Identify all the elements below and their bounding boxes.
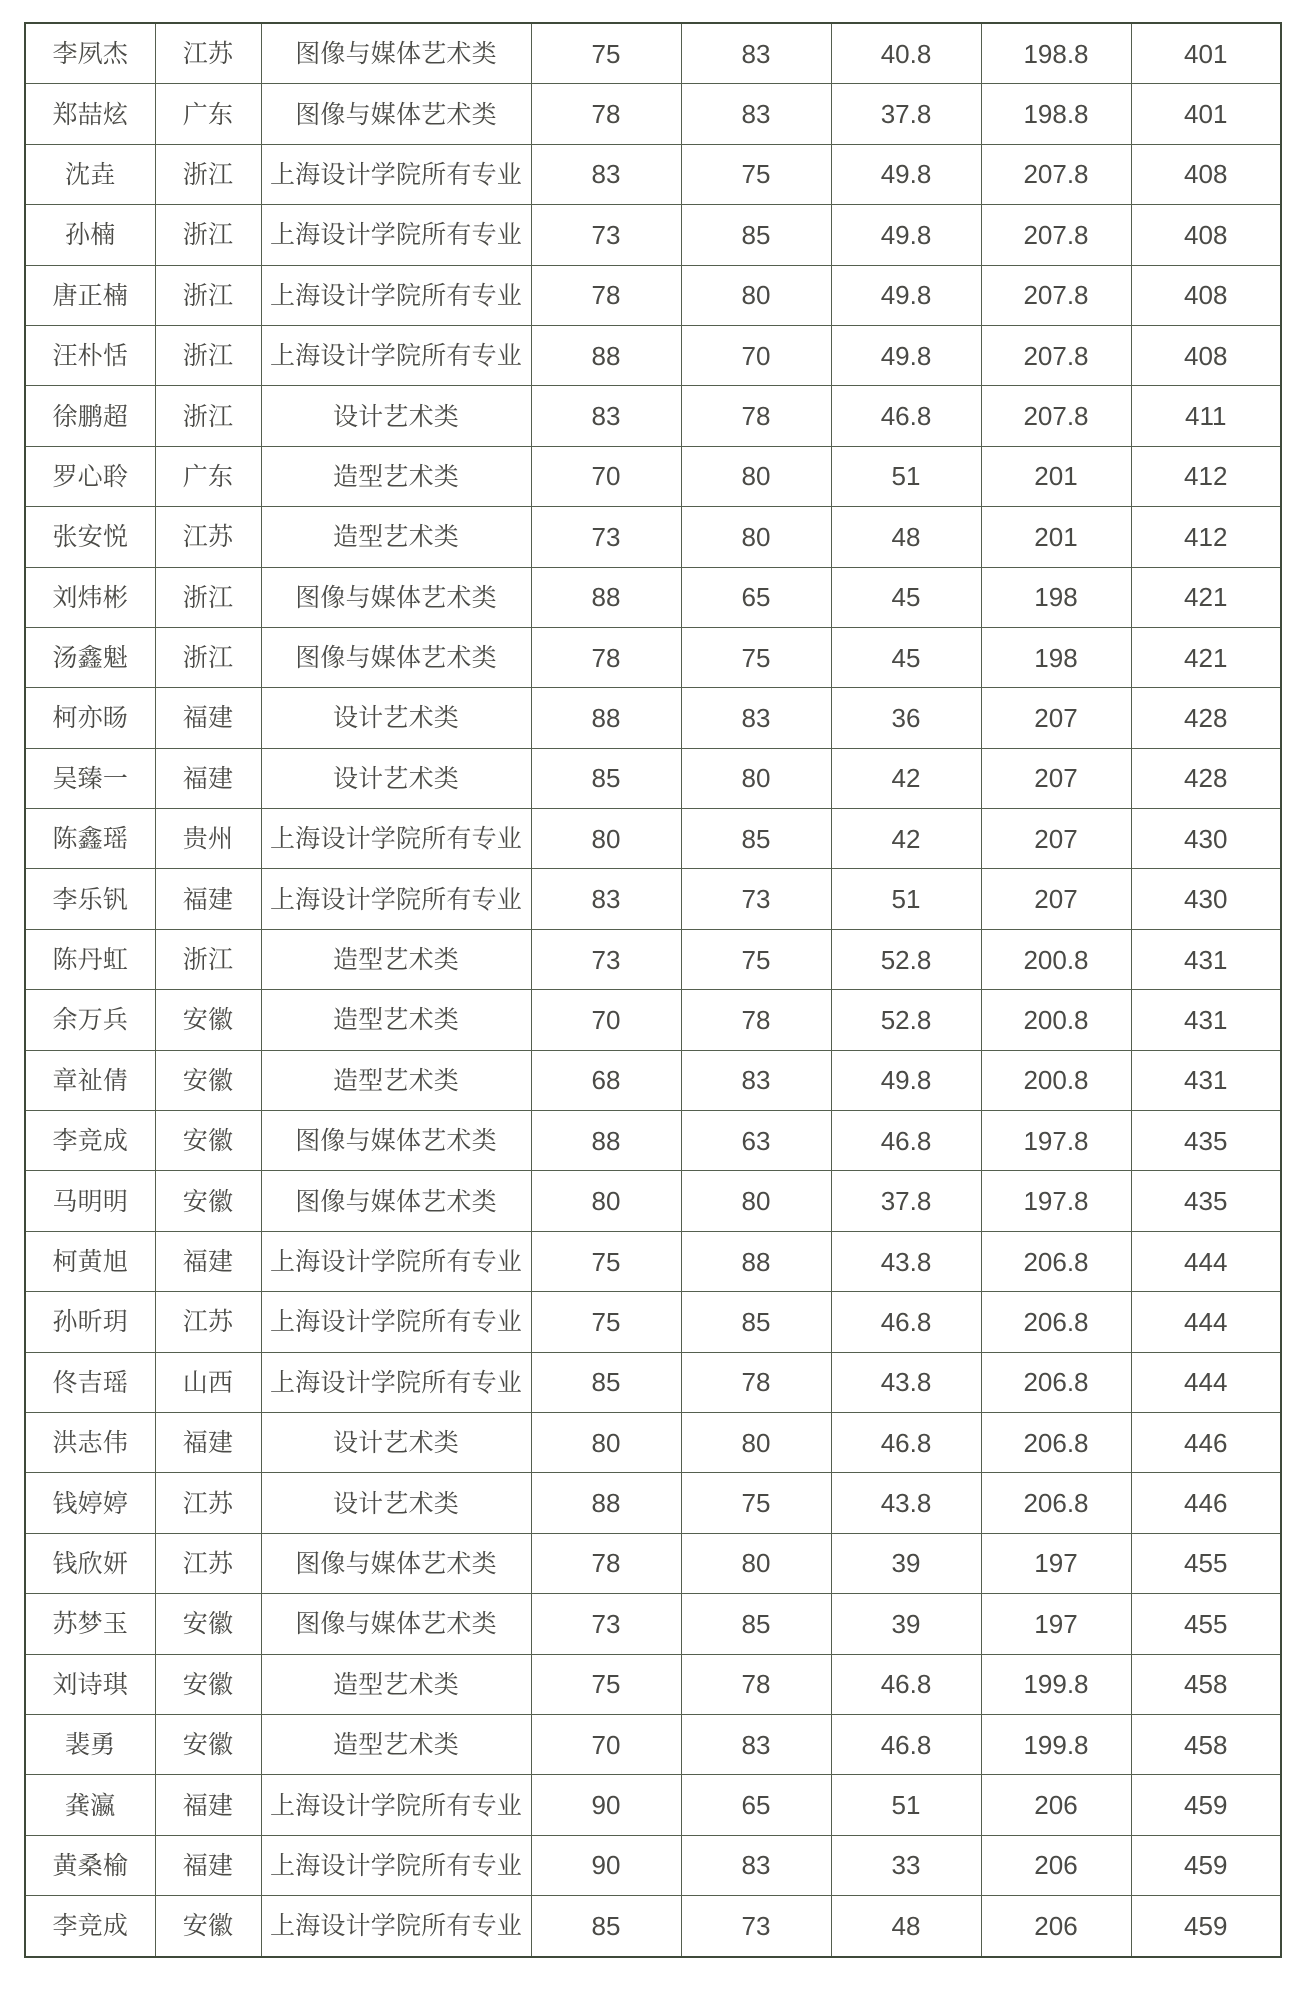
total-cell: 207.8 [981, 205, 1131, 265]
score-b-cell: 85 [681, 205, 831, 265]
score-c-cell: 36 [831, 688, 981, 748]
total-cell: 199.8 [981, 1714, 1131, 1774]
score-a-cell: 90 [531, 1775, 681, 1835]
total-cell: 199.8 [981, 1654, 1131, 1714]
name-cell: 章祉倩 [25, 1050, 155, 1110]
total-cell: 197.8 [981, 1111, 1131, 1171]
score-c-cell: 48 [831, 1896, 981, 1957]
province-cell: 广东 [155, 446, 261, 506]
score-b-cell: 83 [681, 84, 831, 144]
major-cell: 上海设计学院所有专业 [261, 1292, 531, 1352]
major-cell: 造型艺术类 [261, 1654, 531, 1714]
rank-cell: 444 [1131, 1292, 1281, 1352]
score-c-cell: 42 [831, 748, 981, 808]
total-cell: 207.8 [981, 265, 1131, 325]
score-a-cell: 70 [531, 1714, 681, 1774]
rank-cell: 446 [1131, 1473, 1281, 1533]
score-a-cell: 78 [531, 627, 681, 687]
rank-cell: 430 [1131, 869, 1281, 929]
score-a-cell: 75 [531, 1292, 681, 1352]
major-cell: 图像与媒体艺术类 [261, 1594, 531, 1654]
score-c-cell: 46.8 [831, 1714, 981, 1774]
score-b-cell: 80 [681, 1412, 831, 1472]
province-cell: 浙江 [155, 567, 261, 627]
score-c-cell: 46.8 [831, 386, 981, 446]
name-cell: 吴臻一 [25, 748, 155, 808]
major-cell: 设计艺术类 [261, 1473, 531, 1533]
name-cell: 柯亦旸 [25, 688, 155, 748]
score-b-cell: 63 [681, 1111, 831, 1171]
major-cell: 造型艺术类 [261, 446, 531, 506]
score-a-cell: 68 [531, 1050, 681, 1110]
name-cell: 佟吉瑶 [25, 1352, 155, 1412]
score-b-cell: 83 [681, 23, 831, 84]
major-cell: 造型艺术类 [261, 1714, 531, 1774]
major-cell: 图像与媒体艺术类 [261, 1533, 531, 1593]
score-a-cell: 88 [531, 1111, 681, 1171]
table-row [25, 929, 1281, 989]
score-a-cell: 73 [531, 1594, 681, 1654]
name-cell: 沈垚 [25, 144, 155, 204]
rank-cell: 428 [1131, 748, 1281, 808]
total-cell: 206.8 [981, 1292, 1131, 1352]
province-cell: 福建 [155, 1835, 261, 1895]
rank-cell: 431 [1131, 929, 1281, 989]
table-row [25, 84, 1281, 144]
table-row [25, 1714, 1281, 1774]
name-cell: 汪朴恬 [25, 325, 155, 385]
rank-cell: 408 [1131, 265, 1281, 325]
total-cell: 201 [981, 446, 1131, 506]
score-a-cell: 88 [531, 688, 681, 748]
table-row [25, 748, 1281, 808]
score-c-cell: 49.8 [831, 144, 981, 204]
rank-cell: 458 [1131, 1654, 1281, 1714]
score-c-cell: 45 [831, 627, 981, 687]
score-a-cell: 85 [531, 748, 681, 808]
table-row [25, 325, 1281, 385]
score-c-cell: 37.8 [831, 1171, 981, 1231]
province-cell: 安徽 [155, 1714, 261, 1774]
name-cell: 裴勇 [25, 1714, 155, 1774]
table-row [25, 809, 1281, 869]
province-cell: 江苏 [155, 1292, 261, 1352]
table-row [25, 1775, 1281, 1835]
score-a-cell: 73 [531, 929, 681, 989]
table-row [25, 1654, 1281, 1714]
table-body [25, 23, 1281, 1957]
score-b-cell: 80 [681, 1171, 831, 1231]
rank-cell: 435 [1131, 1171, 1281, 1231]
major-cell: 上海设计学院所有专业 [261, 144, 531, 204]
rank-cell: 459 [1131, 1835, 1281, 1895]
rank-cell: 408 [1131, 144, 1281, 204]
total-cell: 207.8 [981, 386, 1131, 446]
total-cell: 197.8 [981, 1171, 1131, 1231]
major-cell: 上海设计学院所有专业 [261, 205, 531, 265]
province-cell: 江苏 [155, 1473, 261, 1533]
score-b-cell: 83 [681, 1714, 831, 1774]
score-b-cell: 65 [681, 567, 831, 627]
rank-cell: 412 [1131, 507, 1281, 567]
major-cell: 图像与媒体艺术类 [261, 1171, 531, 1231]
score-b-cell: 80 [681, 446, 831, 506]
province-cell: 福建 [155, 688, 261, 748]
table-row [25, 1473, 1281, 1533]
score-c-cell: 52.8 [831, 990, 981, 1050]
total-cell: 206 [981, 1896, 1131, 1957]
score-c-cell: 37.8 [831, 84, 981, 144]
name-cell: 钱婷婷 [25, 1473, 155, 1533]
score-a-cell: 83 [531, 144, 681, 204]
name-cell: 罗心聆 [25, 446, 155, 506]
rank-cell: 444 [1131, 1352, 1281, 1412]
score-c-cell: 40.8 [831, 23, 981, 84]
name-cell: 龚瀛 [25, 1775, 155, 1835]
total-cell: 200.8 [981, 929, 1131, 989]
province-cell: 浙江 [155, 325, 261, 385]
name-cell: 郑喆炫 [25, 84, 155, 144]
score-b-cell: 75 [681, 144, 831, 204]
province-cell: 安徽 [155, 1654, 261, 1714]
name-cell: 李竞成 [25, 1111, 155, 1171]
total-cell: 206.8 [981, 1473, 1131, 1533]
total-cell: 200.8 [981, 990, 1131, 1050]
rank-cell: 401 [1131, 84, 1281, 144]
rank-cell: 459 [1131, 1775, 1281, 1835]
table-row [25, 1896, 1281, 1957]
rank-cell: 455 [1131, 1533, 1281, 1593]
score-b-cell: 78 [681, 1352, 831, 1412]
province-cell: 福建 [155, 1231, 261, 1291]
score-c-cell: 43.8 [831, 1352, 981, 1412]
total-cell: 207 [981, 748, 1131, 808]
score-c-cell: 46.8 [831, 1111, 981, 1171]
score-b-cell: 80 [681, 1533, 831, 1593]
score-c-cell: 52.8 [831, 929, 981, 989]
name-cell: 孙昕玥 [25, 1292, 155, 1352]
province-cell: 浙江 [155, 929, 261, 989]
rank-cell: 458 [1131, 1714, 1281, 1774]
score-b-cell: 85 [681, 1292, 831, 1352]
name-cell: 孙楠 [25, 205, 155, 265]
score-a-cell: 85 [531, 1352, 681, 1412]
table-row [25, 688, 1281, 748]
province-cell: 福建 [155, 869, 261, 929]
score-b-cell: 80 [681, 507, 831, 567]
province-cell: 江苏 [155, 23, 261, 84]
total-cell: 198.8 [981, 84, 1131, 144]
name-cell: 柯黄旭 [25, 1231, 155, 1291]
province-cell: 江苏 [155, 507, 261, 567]
province-cell: 安徽 [155, 1896, 261, 1957]
name-cell: 苏梦玉 [25, 1594, 155, 1654]
table-row [25, 144, 1281, 204]
score-b-cell: 75 [681, 929, 831, 989]
major-cell: 图像与媒体艺术类 [261, 567, 531, 627]
score-a-cell: 75 [531, 23, 681, 84]
province-cell: 安徽 [155, 1050, 261, 1110]
rank-cell: 408 [1131, 325, 1281, 385]
score-b-cell: 73 [681, 869, 831, 929]
province-cell: 福建 [155, 748, 261, 808]
major-cell: 上海设计学院所有专业 [261, 325, 531, 385]
table-row [25, 1050, 1281, 1110]
name-cell: 黄桑榆 [25, 1835, 155, 1895]
major-cell: 上海设计学院所有专业 [261, 1835, 531, 1895]
score-b-cell: 65 [681, 1775, 831, 1835]
score-c-cell: 48 [831, 507, 981, 567]
score-c-cell: 46.8 [831, 1412, 981, 1472]
score-a-cell: 80 [531, 1412, 681, 1472]
score-b-cell: 78 [681, 386, 831, 446]
major-cell: 上海设计学院所有专业 [261, 1775, 531, 1835]
total-cell: 198.8 [981, 23, 1131, 84]
score-a-cell: 88 [531, 567, 681, 627]
province-cell: 浙江 [155, 627, 261, 687]
score-a-cell: 88 [531, 325, 681, 385]
province-cell: 安徽 [155, 1594, 261, 1654]
score-c-cell: 43.8 [831, 1231, 981, 1291]
score-b-cell: 78 [681, 1654, 831, 1714]
major-cell: 造型艺术类 [261, 1050, 531, 1110]
province-cell: 贵州 [155, 809, 261, 869]
score-a-cell: 75 [531, 1231, 681, 1291]
score-c-cell: 49.8 [831, 325, 981, 385]
table-row [25, 567, 1281, 627]
rank-cell: 431 [1131, 1050, 1281, 1110]
name-cell: 张安悦 [25, 507, 155, 567]
score-c-cell: 33 [831, 1835, 981, 1895]
score-a-cell: 75 [531, 1654, 681, 1714]
rank-cell: 421 [1131, 627, 1281, 687]
score-a-cell: 70 [531, 446, 681, 506]
province-cell: 福建 [155, 1412, 261, 1472]
score-c-cell: 42 [831, 809, 981, 869]
score-b-cell: 80 [681, 748, 831, 808]
table-row [25, 205, 1281, 265]
score-c-cell: 51 [831, 446, 981, 506]
name-cell: 徐鹏超 [25, 386, 155, 446]
rank-cell: 430 [1131, 809, 1281, 869]
name-cell: 余万兵 [25, 990, 155, 1050]
name-cell: 洪志伟 [25, 1412, 155, 1472]
score-a-cell: 85 [531, 1896, 681, 1957]
rank-cell: 412 [1131, 446, 1281, 506]
rank-cell: 431 [1131, 990, 1281, 1050]
major-cell: 上海设计学院所有专业 [261, 869, 531, 929]
total-cell: 197 [981, 1594, 1131, 1654]
score-b-cell: 70 [681, 325, 831, 385]
province-cell: 浙江 [155, 205, 261, 265]
rank-cell: 435 [1131, 1111, 1281, 1171]
table-row [25, 1352, 1281, 1412]
score-a-cell: 78 [531, 1533, 681, 1593]
table-row [25, 1412, 1281, 1472]
major-cell: 上海设计学院所有专业 [261, 265, 531, 325]
province-cell: 安徽 [155, 990, 261, 1050]
score-c-cell: 49.8 [831, 265, 981, 325]
rank-cell: 428 [1131, 688, 1281, 748]
score-b-cell: 75 [681, 627, 831, 687]
total-cell: 206 [981, 1835, 1131, 1895]
name-cell: 李夙杰 [25, 23, 155, 84]
major-cell: 图像与媒体艺术类 [261, 23, 531, 84]
score-a-cell: 73 [531, 205, 681, 265]
rank-cell: 446 [1131, 1412, 1281, 1472]
rank-cell: 421 [1131, 567, 1281, 627]
major-cell: 设计艺术类 [261, 1412, 531, 1472]
name-cell: 钱欣妍 [25, 1533, 155, 1593]
total-cell: 207.8 [981, 325, 1131, 385]
results-sheet [24, 22, 1280, 1958]
table-row [25, 386, 1281, 446]
score-c-cell: 43.8 [831, 1473, 981, 1533]
major-cell: 造型艺术类 [261, 507, 531, 567]
table-row [25, 869, 1281, 929]
score-c-cell: 51 [831, 869, 981, 929]
table-row [25, 507, 1281, 567]
table-row [25, 1533, 1281, 1593]
score-a-cell: 80 [531, 809, 681, 869]
score-b-cell: 78 [681, 990, 831, 1050]
rank-cell: 444 [1131, 1231, 1281, 1291]
score-c-cell: 49.8 [831, 205, 981, 265]
name-cell: 唐正楠 [25, 265, 155, 325]
score-b-cell: 75 [681, 1473, 831, 1533]
table-row [25, 627, 1281, 687]
score-c-cell: 49.8 [831, 1050, 981, 1110]
table-row [25, 1292, 1281, 1352]
total-cell: 206.8 [981, 1412, 1131, 1472]
score-a-cell: 80 [531, 1171, 681, 1231]
total-cell: 198 [981, 627, 1131, 687]
score-a-cell: 90 [531, 1835, 681, 1895]
total-cell: 206.8 [981, 1352, 1131, 1412]
table-row [25, 990, 1281, 1050]
major-cell: 设计艺术类 [261, 386, 531, 446]
province-cell: 浙江 [155, 144, 261, 204]
rank-cell: 455 [1131, 1594, 1281, 1654]
score-b-cell: 83 [681, 1835, 831, 1895]
total-cell: 198 [981, 567, 1131, 627]
name-cell: 李乐钒 [25, 869, 155, 929]
score-b-cell: 73 [681, 1896, 831, 1957]
total-cell: 207 [981, 809, 1131, 869]
major-cell: 上海设计学院所有专业 [261, 1231, 531, 1291]
table-row [25, 446, 1281, 506]
total-cell: 200.8 [981, 1050, 1131, 1110]
major-cell: 上海设计学院所有专业 [261, 1352, 531, 1412]
province-cell: 安徽 [155, 1171, 261, 1231]
major-cell: 造型艺术类 [261, 929, 531, 989]
score-c-cell: 51 [831, 1775, 981, 1835]
table-row [25, 1111, 1281, 1171]
table-row [25, 265, 1281, 325]
province-cell: 福建 [155, 1775, 261, 1835]
total-cell: 201 [981, 507, 1131, 567]
score-a-cell: 83 [531, 869, 681, 929]
province-cell: 山西 [155, 1352, 261, 1412]
name-cell: 马明明 [25, 1171, 155, 1231]
major-cell: 设计艺术类 [261, 748, 531, 808]
total-cell: 197 [981, 1533, 1131, 1593]
score-c-cell: 45 [831, 567, 981, 627]
total-cell: 206.8 [981, 1231, 1131, 1291]
score-a-cell: 83 [531, 386, 681, 446]
score-c-cell: 46.8 [831, 1292, 981, 1352]
province-cell: 广东 [155, 84, 261, 144]
table-row [25, 1171, 1281, 1231]
score-b-cell: 85 [681, 809, 831, 869]
total-cell: 207.8 [981, 144, 1131, 204]
name-cell: 刘炜彬 [25, 567, 155, 627]
score-b-cell: 88 [681, 1231, 831, 1291]
name-cell: 汤鑫魁 [25, 627, 155, 687]
major-cell: 设计艺术类 [261, 688, 531, 748]
province-cell: 浙江 [155, 386, 261, 446]
table-row [25, 1231, 1281, 1291]
name-cell: 刘诗琪 [25, 1654, 155, 1714]
rank-cell: 401 [1131, 23, 1281, 84]
name-cell: 陈丹虹 [25, 929, 155, 989]
rank-cell: 408 [1131, 205, 1281, 265]
province-cell: 浙江 [155, 265, 261, 325]
score-a-cell: 88 [531, 1473, 681, 1533]
score-a-cell: 70 [531, 990, 681, 1050]
major-cell: 图像与媒体艺术类 [261, 84, 531, 144]
rank-cell: 459 [1131, 1896, 1281, 1957]
score-table [24, 22, 1282, 1958]
score-c-cell: 39 [831, 1594, 981, 1654]
total-cell: 207 [981, 688, 1131, 748]
score-a-cell: 78 [531, 84, 681, 144]
table-row [25, 1835, 1281, 1895]
major-cell: 图像与媒体艺术类 [261, 627, 531, 687]
score-a-cell: 73 [531, 507, 681, 567]
major-cell: 图像与媒体艺术类 [261, 1111, 531, 1171]
table-row [25, 23, 1281, 84]
score-b-cell: 85 [681, 1594, 831, 1654]
total-cell: 206 [981, 1775, 1131, 1835]
score-c-cell: 46.8 [831, 1654, 981, 1714]
name-cell: 李竞成 [25, 1896, 155, 1957]
major-cell: 上海设计学院所有专业 [261, 1896, 531, 1957]
score-c-cell: 39 [831, 1533, 981, 1593]
score-b-cell: 83 [681, 1050, 831, 1110]
major-cell: 上海设计学院所有专业 [261, 809, 531, 869]
table-row [25, 1594, 1281, 1654]
score-a-cell: 78 [531, 265, 681, 325]
score-b-cell: 83 [681, 688, 831, 748]
name-cell: 陈鑫瑶 [25, 809, 155, 869]
province-cell: 安徽 [155, 1111, 261, 1171]
major-cell: 造型艺术类 [261, 990, 531, 1050]
score-b-cell: 80 [681, 265, 831, 325]
province-cell: 江苏 [155, 1533, 261, 1593]
rank-cell: 411 [1131, 386, 1281, 446]
total-cell: 207 [981, 869, 1131, 929]
